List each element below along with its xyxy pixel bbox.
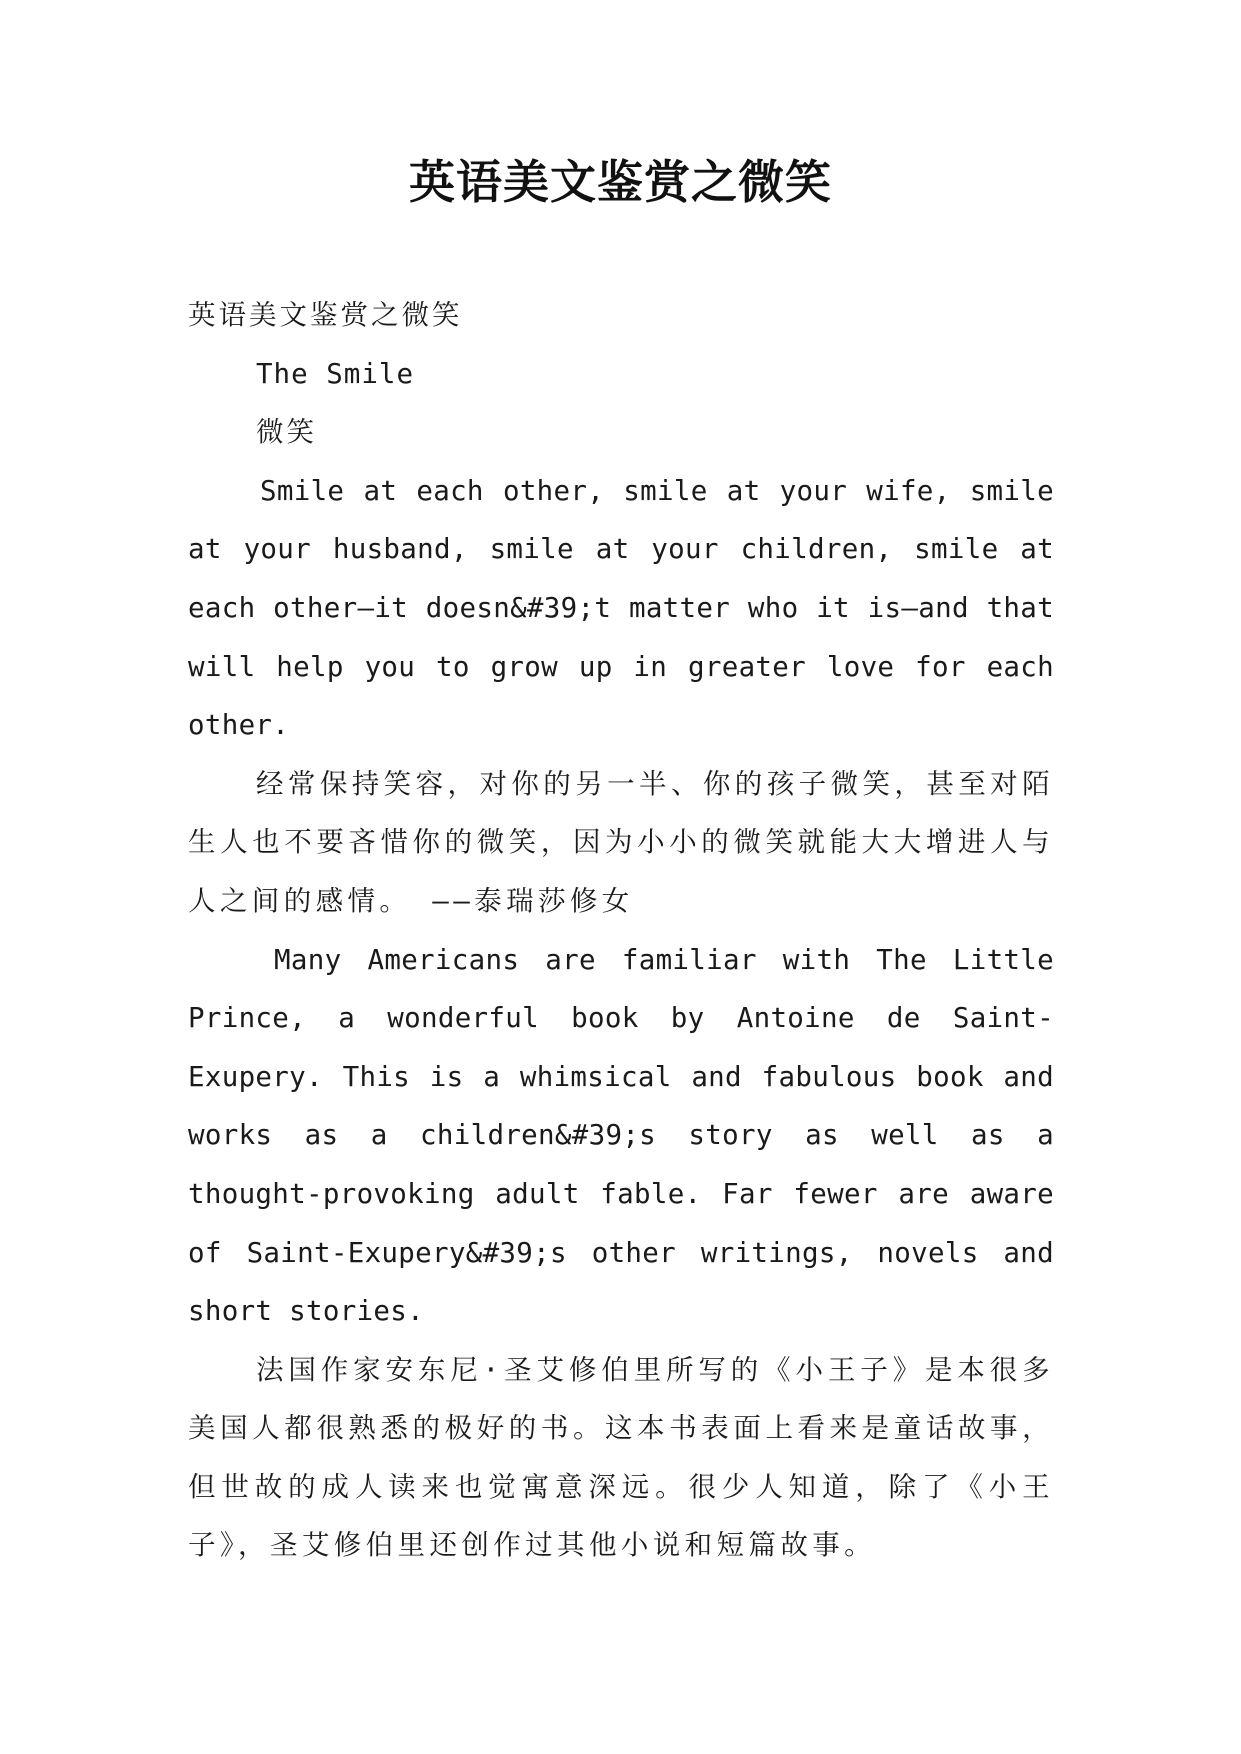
document-body (188, 286, 1054, 1575)
heading-cn: 微笑 (256, 416, 317, 449)
paragraph-zh-2: 法国作家安东尼·圣艾修伯里所写的《小王子》是本很多美国人都很熟悉的极好的书。这本书表面上看来是童话故事，但世故的成人读来也觉寓意深远。很少人知道，除了《小王子》，圣艾修伯里还创作过其他小说和短篇故事。 (188, 1353, 1054, 1562)
document-title: 英语美文鉴赏之微笑 (409, 155, 832, 209)
subtitle-cn: 英语美文鉴赏之微笑 (188, 299, 463, 331)
heading-en: The Smile (256, 357, 415, 390)
paragraph-en-2: Many Americans are familiar with The Little Prince, a wonderful book by Antoine de Saint-Exupery. This is a whimsical and fabulous book and works as a children&#39;s story as well as a thought-provoking adult fable. Far fewer are aware of Saint-Exupery&#39;s other writings, novels and short stories. (188, 943, 1054, 1328)
paragraph-zh-1: 经常保持笑容，对你的另一半、你的孩子微笑，甚至对陌生人也不要吝惜你的微笑，因为小小的微笑就能大大增进人与人之间的感情。 ——泰瑞莎修女 (188, 767, 1054, 917)
paragraph-en-1: Smile at each other, smile at your wife, smile at your husband, smile at your children, smile at each other—it doesn&#39;t matter who it is—and that will help you to grow up in greater love for each other. (188, 474, 1054, 742)
